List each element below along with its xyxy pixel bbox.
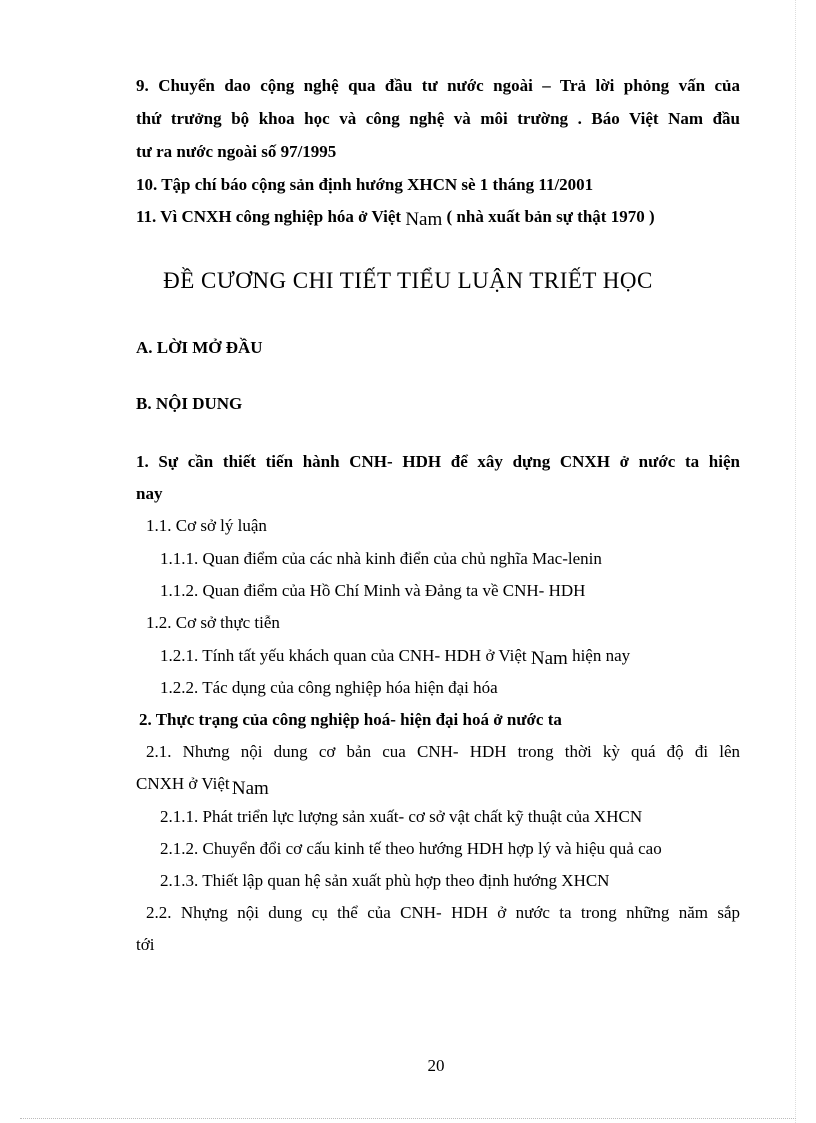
reference-9-line-3: tư ra nước ngoài số 97/1995: [136, 142, 337, 161]
item-2-1-nam: Nam: [231, 778, 269, 799]
section-1-heading-line-2: nay: [136, 484, 163, 503]
item-1-1-2: 1.1.2. Quan điểm của Hồ Chí Minh và Đảng ta về CNH- HDH: [160, 581, 586, 600]
reference-11-publisher: ( nhà xuất bản sự thật 1970 ): [446, 207, 655, 226]
page-bottom-border: [20, 1118, 796, 1119]
section-a-heading: A. LỜI MỞ ĐẦU: [136, 338, 263, 357]
outline-title: ĐỀ CƯƠNG CHI TIẾT TIỂU LUẬN TRIẾT HỌC: [163, 268, 653, 293]
item-1-1-1: 1.1.1. Quan điểm của các nhà kinh điển của chủ nghĩa Mac-lenin: [160, 549, 602, 568]
item-2-1-line-1: 2.1. Nhưng nội dung cơ bản cua CNH- HDH trong thời kỳ quá độ đi lên: [146, 742, 740, 761]
reference-9-line-2: thứ trưởng bộ khoa học và công nghệ và môi trường . Báo Việt Nam đầu: [136, 109, 740, 128]
item-2-2-line-2: tới: [136, 935, 155, 954]
reference-11: [136, 206, 655, 228]
section-b-heading: B. NỘI DUNG: [136, 394, 243, 413]
item-1-2-1-nam: Nam: [530, 648, 568, 669]
section-2-heading: 2. Thực trạng của công nghiệp hoá- hiện đại hoá ở nước ta: [139, 710, 562, 729]
reference-11-nam: Nam: [405, 209, 443, 230]
item-1-2-1-tail: hiện nay: [572, 646, 631, 665]
item-2-1-1: 2.1.1. Phát triển lực lượng sản xuất- cơ sở vật chất kỹ thuật của XHCN: [160, 807, 643, 826]
reference-10: 10. Tập chí báo cộng sản định hướng XHCN sè 1 tháng 11/2001: [136, 175, 594, 194]
page-edge-line: [795, 0, 796, 1123]
item-1-2: 1.2. Cơ sở thực tiễn: [146, 613, 280, 632]
item-2-1-line-2: [136, 773, 271, 799]
item-1-2-2: 1.2.2. Tác dụng của công nghiệp hóa hiện đại hóa: [160, 678, 498, 697]
item-2-2-line-1: 2.2. Nhựng nội dung cụ thể của CNH- HDH ở nước ta trong những năm sắp: [146, 903, 740, 922]
item-1-2-1: [160, 645, 630, 667]
reference-11-text: 11. Vì CNXH công nghiệp hóa ở Việt: [136, 207, 402, 226]
page-number: 20: [427, 1056, 445, 1075]
reference-9-line-1: 9. Chuyển dao cộng nghệ qua đầu tư nước ngoài – Trả lời phỏng vấn của: [136, 76, 740, 95]
item-2-1-text: CNXH ở Việt: [136, 774, 230, 793]
item-1-2-1-text: 1.2.1. Tính tất yếu khách quan của CNH- HDH ở Việt: [160, 646, 527, 665]
item-2-1-2: 2.1.2. Chuyển đổi cơ cấu kinh tế theo hướng HDH hợp lý và hiệu quả cao: [160, 839, 662, 858]
item-2-1-3: 2.1.3. Thiết lập quan hệ sản xuất phù hợp theo định hướng XHCN: [160, 871, 610, 890]
item-1-1: 1.1. Cơ sở lý luận: [146, 516, 267, 535]
section-1-heading-line-1: 1. Sự cần thiết tiến hành CNH- HDH để xây dựng CNXH ở nước ta hiện: [136, 452, 740, 471]
